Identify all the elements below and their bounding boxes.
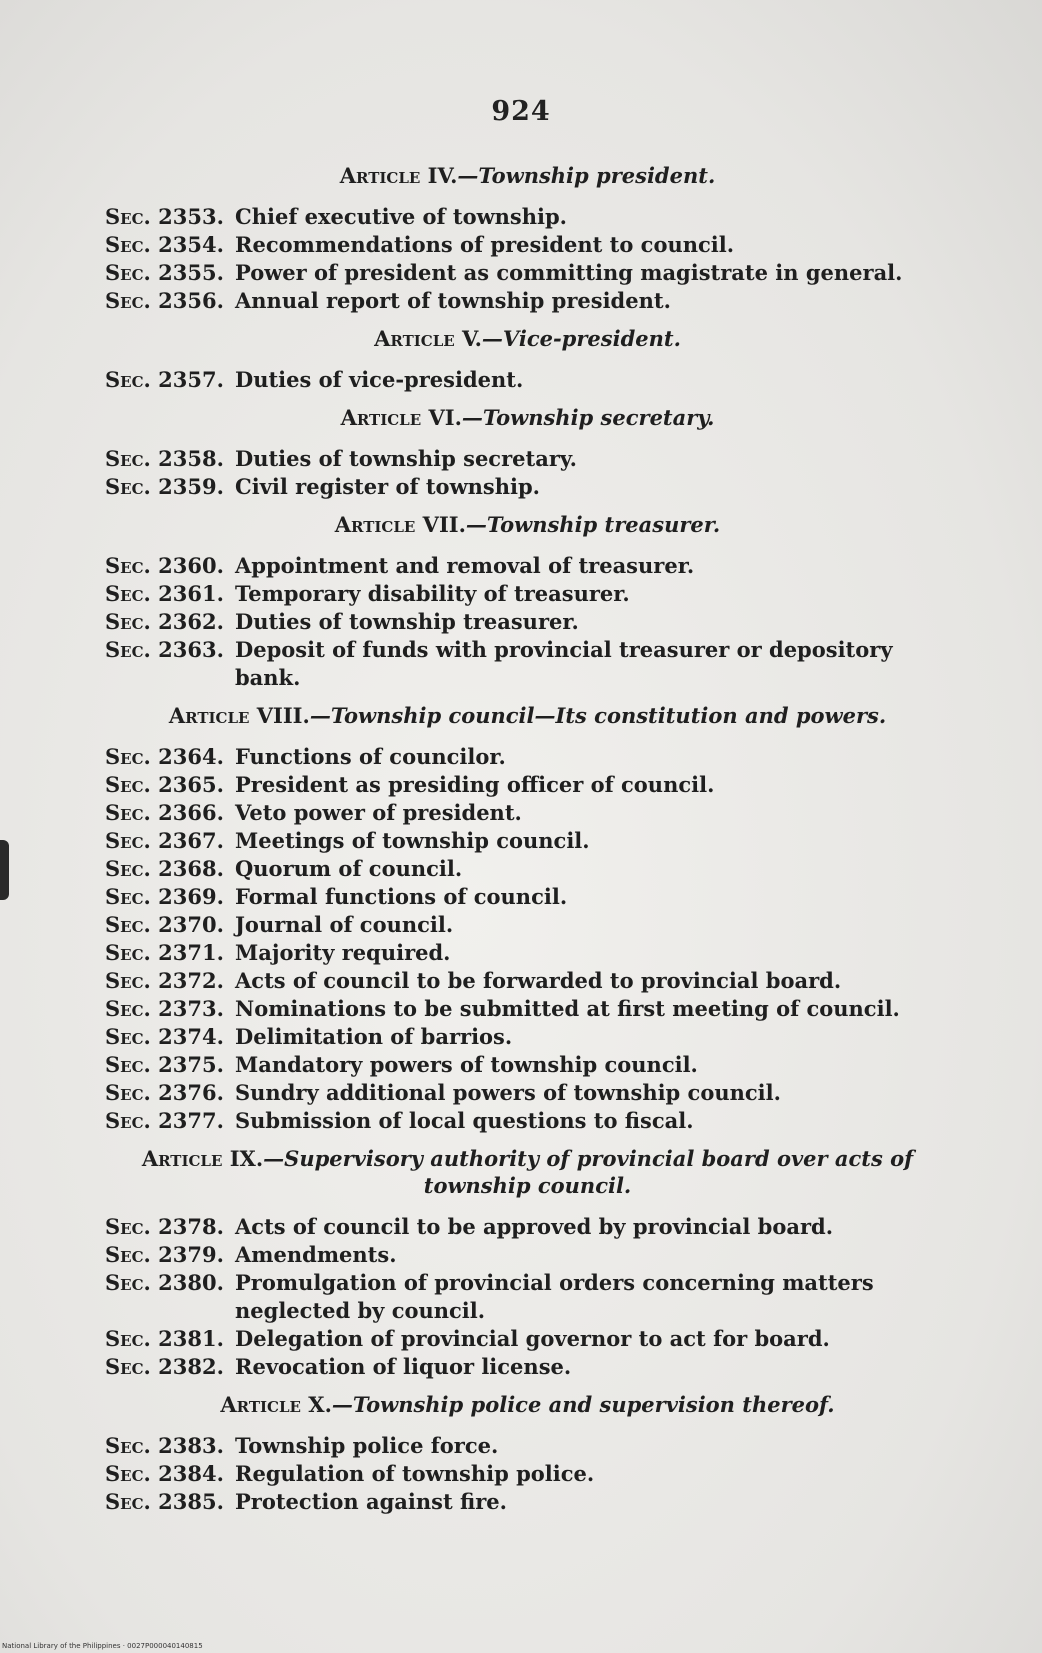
section-number: Sec. 2380. (105, 1270, 224, 1295)
section-number: Sec. 2361. (105, 581, 224, 606)
section-number: Sec. 2359. (105, 474, 224, 499)
section-number: Sec. 2365. (105, 772, 224, 797)
section-number: Sec. 2362. (105, 609, 224, 634)
section-entry (105, 827, 950, 855)
section-number: Sec. 2383. (105, 1433, 224, 1458)
section-entry (105, 855, 950, 883)
section-number: Sec. 2367. (105, 828, 224, 853)
article-heading (105, 325, 950, 352)
section-entry (105, 608, 950, 636)
section-number: Sec. 2374. (105, 1024, 224, 1049)
section-entry (105, 995, 950, 1023)
article-heading (105, 404, 950, 431)
section-title: Quorum of council. (235, 856, 463, 881)
article-heading (105, 702, 950, 729)
section-number: Sec. 2355. (105, 260, 224, 285)
section-number: Sec. 2364. (105, 744, 224, 769)
section-title: Chief executive of township. (235, 204, 567, 229)
article-title: —Township council—Its constitution and powers. (309, 703, 887, 728)
section-title: Protection against fire. (235, 1489, 507, 1514)
section-entry (105, 1051, 950, 1079)
section-entry (105, 911, 950, 939)
section-number: Sec. 2371. (105, 940, 224, 965)
section-entry (105, 636, 950, 692)
section-entry (105, 1460, 950, 1488)
section-entry (105, 939, 950, 967)
section-title: Meetings of township council. (235, 828, 590, 853)
section-title: Majority required. (235, 940, 451, 965)
article-title: —Township president. (457, 163, 716, 188)
article-heading (105, 1145, 950, 1199)
section-title: Functions of councilor. (235, 744, 506, 769)
section-entry (105, 743, 950, 771)
section-entry (105, 1325, 950, 1353)
section-number: Sec. 2357. (105, 367, 224, 392)
section-title: Duties of township treasurer. (235, 609, 579, 634)
section-entry (105, 287, 950, 315)
section-title: Sundry additional powers of township council. (235, 1080, 781, 1105)
section-entry (105, 1488, 950, 1516)
section-number: Sec. 2379. (105, 1242, 224, 1267)
section-title: Acts of council to be approved by provincial board. (235, 1214, 834, 1239)
scan-footer: National Library of the Philippines · 0027P000040140815 (2, 1642, 203, 1650)
section-title: Duties of township secretary. (235, 446, 577, 471)
section-number: Sec. 2372. (105, 968, 224, 993)
section-entry (105, 883, 950, 911)
section-number: Sec. 2353. (105, 204, 224, 229)
section-title: Recommendations of president to council. (235, 232, 735, 257)
section-entry (105, 1241, 950, 1269)
article-heading (105, 1391, 950, 1418)
section-title: Temporary disability of treasurer. (235, 581, 630, 606)
section-title: Amendments. (235, 1242, 397, 1267)
section-title: Nominations to be submitted at first meeting of council. (235, 996, 900, 1021)
article-heading (105, 162, 950, 189)
section-number: Sec. 2378. (105, 1214, 224, 1239)
section-entry (105, 1023, 950, 1051)
section-number: Sec. 2358. (105, 446, 224, 471)
section-entry (105, 1353, 950, 1381)
section-number: Sec. 2356. (105, 288, 224, 313)
article-label: Article X. (220, 1392, 332, 1417)
section-title: Submission of local questions to fiscal. (235, 1108, 694, 1133)
article-label: Article VI. (340, 405, 462, 430)
article-title: —Supervisory authority of provincial board over acts of township council. (263, 1146, 914, 1198)
section-title: Township police force. (235, 1433, 499, 1458)
section-number: Sec. 2370. (105, 912, 224, 937)
section-entry (105, 1432, 950, 1460)
section-title: Acts of council to be forwarded to provincial board. (235, 968, 842, 993)
section-entry (105, 203, 950, 231)
section-title: President as presiding officer of council. (235, 772, 715, 797)
section-title: Journal of council. (235, 912, 454, 937)
section-number: Sec. 2369. (105, 884, 224, 909)
article-title: —Township police and supervision thereof. (331, 1392, 835, 1417)
section-entry (105, 259, 950, 287)
article-label: Article IX. (141, 1146, 264, 1171)
article-label: Article VIII. (168, 703, 310, 728)
section-title: Power of president as committing magistrate in general. (235, 260, 903, 285)
section-entry (105, 366, 950, 394)
section-title: Revocation of liquor license. (235, 1354, 572, 1379)
section-entry (105, 799, 950, 827)
section-title: Civil register of township. (235, 474, 540, 499)
section-title: Regulation of township police. (235, 1461, 595, 1486)
section-title: Promulgation of provincial orders concerning matters neglected by council. (235, 1270, 874, 1323)
article-title: —Vice-president. (481, 326, 681, 351)
section-number: Sec. 2366. (105, 800, 224, 825)
section-entry (105, 1079, 950, 1107)
article-label: Article V. (374, 326, 482, 351)
section-entry (105, 1107, 950, 1135)
section-title: Delimitation of barrios. (235, 1024, 513, 1049)
section-number: Sec. 2363. (105, 637, 224, 662)
section-title: Annual report of township president. (235, 288, 671, 313)
section-entry (105, 1269, 950, 1325)
section-title: Appointment and removal of treasurer. (235, 553, 695, 578)
section-number: Sec. 2376. (105, 1080, 224, 1105)
section-number: Sec. 2384. (105, 1461, 224, 1486)
article-label: Article VII. (334, 512, 466, 537)
section-number: Sec. 2373. (105, 996, 224, 1021)
section-title: Mandatory powers of township council. (235, 1052, 698, 1077)
section-title: Veto power of president. (235, 800, 522, 825)
article-title: —Township secretary. (461, 405, 715, 430)
section-title: Formal functions of council. (235, 884, 568, 909)
section-number: Sec. 2377. (105, 1108, 224, 1133)
table-of-contents (105, 152, 950, 1516)
article-label: Article IV. (339, 163, 458, 188)
section-number: Sec. 2381. (105, 1326, 224, 1351)
section-entry (105, 771, 950, 799)
section-number: Sec. 2354. (105, 232, 224, 257)
section-number: Sec. 2385. (105, 1489, 224, 1514)
binding-shadow (0, 840, 9, 900)
article-title: —Township treasurer. (465, 512, 721, 537)
section-number: Sec. 2360. (105, 553, 224, 578)
section-number: Sec. 2368. (105, 856, 224, 881)
section-entry (105, 473, 950, 501)
section-entry (105, 1213, 950, 1241)
section-number: Sec. 2375. (105, 1052, 224, 1077)
article-heading (105, 511, 950, 538)
section-entry (105, 967, 950, 995)
section-number: Sec. 2382. (105, 1354, 224, 1379)
section-entry (105, 445, 950, 473)
page-number: 924 (491, 96, 551, 127)
section-entry (105, 231, 950, 259)
section-entry (105, 580, 950, 608)
section-title: Deposit of funds with provincial treasurer or depository bank. (235, 637, 893, 690)
section-title: Delegation of provincial governor to act for board. (235, 1326, 830, 1351)
section-entry (105, 552, 950, 580)
section-title: Duties of vice-president. (235, 367, 524, 392)
